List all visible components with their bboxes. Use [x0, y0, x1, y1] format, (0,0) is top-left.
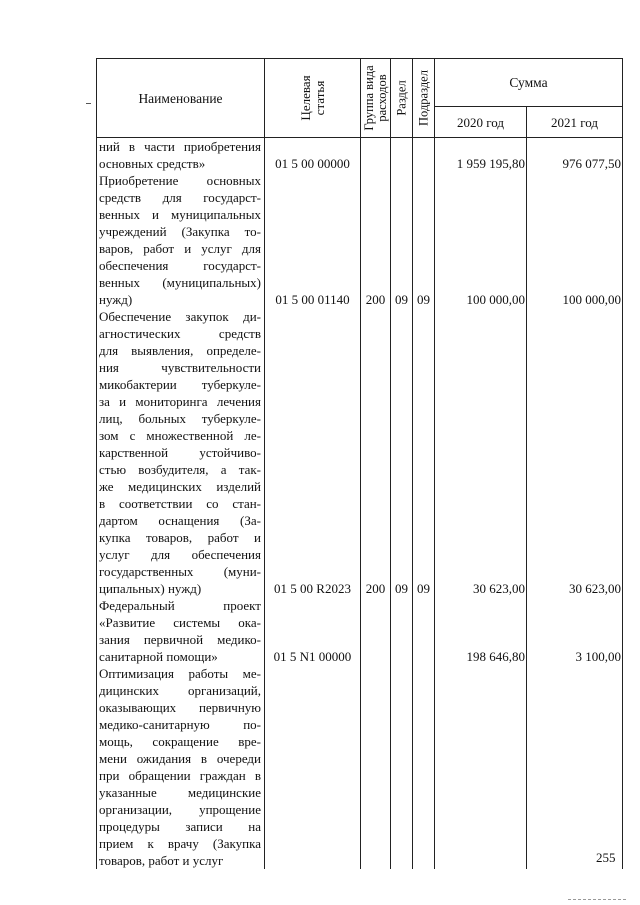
row-sum-2020: 1 959 195,80 — [456, 156, 525, 171]
row-target-code: 01 5 00 01140 — [275, 292, 350, 307]
header-year-2020: 2020 год — [435, 107, 527, 138]
row-sum-2021: 976 077,50 — [562, 156, 622, 171]
row-name-line: мени ожидания в очереди — [99, 751, 261, 766]
header-sum: Сумма — [435, 59, 623, 107]
row-target-code — [265, 665, 360, 852]
row-name-line: купка товаров, работ и — [99, 530, 261, 545]
header-group: Группа вида расходов — [361, 59, 391, 138]
row-name-line: для выявления, определе- — [99, 343, 261, 358]
row-name — [97, 172, 265, 308]
row-group — [361, 597, 390, 648]
header-name: Наименование — [97, 59, 265, 138]
row-name-line: карственной устойчиво- — [99, 445, 261, 460]
row-name-line: венных и муниципальных — [99, 207, 261, 222]
row-target-code: 01 5 N1 00000 — [273, 649, 352, 664]
row-name-line: дартом оснащения (За- — [99, 513, 261, 528]
row-name-line: Оптимизация работы ме- — [99, 666, 261, 681]
row-sum-2021: 3 100,00 — [575, 649, 622, 664]
row-name-line: ний в части приобретения — [99, 139, 261, 154]
row-name-line: товаров, работ и услуг — [99, 853, 224, 868]
row-name-line: процедуры записи на — [99, 819, 261, 834]
row-group — [361, 138, 390, 155]
row-name-line: же медицинских изделий — [99, 479, 261, 494]
row-name-line: прием к врачу (Закупка — [99, 836, 261, 851]
row-name-line: мощь, сокращение вре- — [99, 734, 261, 749]
row-sum-2021: 30 623,00 — [569, 581, 622, 596]
row-name-line: ния чувствительности — [99, 360, 261, 375]
table-row — [97, 308, 623, 597]
row-name-line: нужд) — [99, 292, 133, 307]
row-name-line: ципальных) нужд) — [99, 581, 202, 596]
row-name-line: дицинских организаций, — [99, 683, 261, 698]
row-section — [391, 138, 412, 155]
row-group — [361, 665, 390, 852]
row-name-line: при обращении граждан в — [99, 768, 261, 783]
row-name-line: агностических средств — [99, 326, 261, 341]
row-name-line: санитарной помощи» — [99, 649, 218, 664]
row-name-line: зания первичной медико- — [99, 632, 261, 647]
header-year-2021: 2021 год — [527, 107, 623, 138]
row-section — [391, 597, 412, 648]
row-sum-2020: 30 623,00 — [473, 581, 525, 596]
margin-tick — [86, 103, 91, 104]
row-name-line: за и мониторинга лечения — [99, 394, 261, 409]
row-name-line: учреждений (Закупка то- — [99, 224, 261, 239]
row-sum-2020: 100 000,00 — [466, 292, 525, 307]
row-group: 200 — [365, 292, 386, 307]
row-name — [97, 138, 265, 173]
row-group: 200 — [365, 581, 386, 596]
scan-artifact-line — [568, 899, 628, 900]
row-name — [97, 665, 265, 869]
table-row — [97, 665, 623, 869]
budget-table — [96, 58, 623, 869]
header-subsection: Подраздел — [413, 59, 435, 138]
row-subsection — [413, 665, 434, 852]
row-section: 09 — [395, 581, 408, 596]
row-subsection — [413, 597, 434, 648]
row-name-line: Федеральный проект — [99, 598, 261, 613]
row-subsection — [413, 138, 434, 155]
header-section: Раздел — [391, 59, 413, 138]
page-number: 255 — [596, 850, 616, 865]
table-row — [97, 597, 623, 665]
row-sum-2021: 100 000,00 — [562, 292, 622, 307]
row-name-line: «Развитие системы ока- — [99, 615, 261, 630]
row-name-line: Обеспечение закупок ди- — [99, 309, 261, 324]
row-sum-2020: 198 646,80 — [466, 649, 525, 664]
row-name-line: Приобретение основных — [99, 173, 261, 188]
row-sum-2021 — [527, 665, 622, 852]
row-name-line: лиц, больных туберкуле- — [99, 411, 261, 426]
row-name-line: средств для государст- — [99, 190, 261, 205]
row-name-line: организации, упрощение — [99, 802, 261, 817]
row-name-line: указанные медицинские — [99, 785, 261, 800]
row-name — [97, 308, 265, 597]
row-name-line: варов, работ и услуг для — [99, 241, 261, 256]
row-sum-2020 — [435, 665, 526, 852]
row-name-line: в соответствии со стан- — [99, 496, 261, 511]
row-section — [391, 665, 412, 852]
row-subsection: 09 — [417, 581, 430, 596]
row-name-line: обеспечения государст- — [99, 258, 261, 273]
header-target: Целевая статья — [265, 59, 361, 138]
row-name — [97, 597, 265, 665]
row-name-line: стью возбудителя, а так- — [99, 462, 261, 477]
row-subsection: 09 — [417, 292, 430, 307]
table-row — [97, 172, 623, 308]
row-target-code: 01 5 00 R2023 — [274, 581, 351, 596]
row-name-line: микобактерии туберкуле- — [99, 377, 261, 392]
row-name-line: медико-санитарную по- — [99, 717, 261, 732]
table-row — [97, 138, 623, 173]
row-name-line: оказывающих первичную — [99, 700, 261, 715]
row-name-line: государственных (муни- — [99, 564, 261, 579]
row-name-line: зом с множественной ле- — [99, 428, 261, 443]
row-name-line: основных средств» — [99, 156, 206, 171]
row-section: 09 — [395, 292, 408, 307]
row-name-line: венных (муниципальных) — [99, 275, 261, 290]
row-target-code: 01 5 00 00000 — [275, 156, 350, 171]
row-name-line: услуг для обеспечения — [99, 547, 261, 562]
